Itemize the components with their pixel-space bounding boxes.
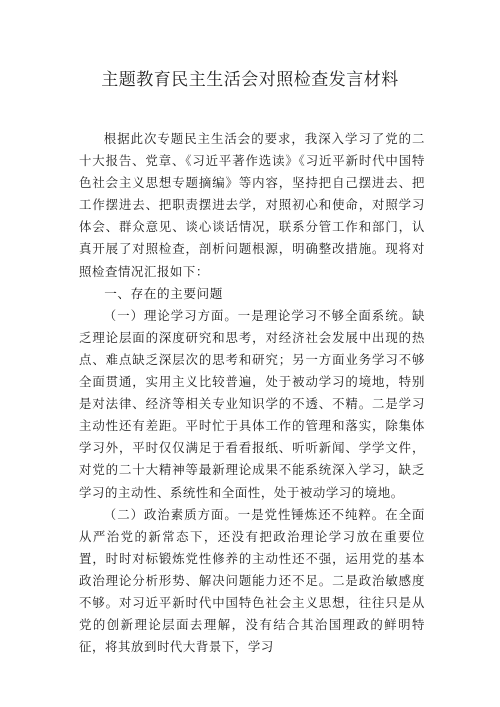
- intro-paragraph: 根据此次专题民主生活会的要求，我深入学习了党的二十大报告、党章、《习近平著作选读》《习近平新时代中国特色社会主义思想专题摘编》等内容，坚持把自己摆进去、把工作摆进去、把职责摆进去学，对照初心和使命，对照学习体会、群众意见、谈心谈话情况，联系分管工作和部门，认真开展了对照检查，剖析问题根源，明确整改措施。现将对照检查情况汇报如下：: [79, 131, 425, 279]
- document-title: 主题教育民主生活会对照检查发言材料: [101, 70, 399, 90]
- section-heading: 一、存在的主要问题: [104, 285, 223, 301]
- theory-study-paragraph: （一）理论学习方面。一是理论学习不够全面系统。缺乏理论层面的深度研究和思考，对经济社会发展中出现的热点、难点缺乏深层次的思考和研究；另一方面业务学习不够全面贯通，实用主义比较普遍，处于被动学习的境地，特别是对法律、经济等相关专业知识学的不透、不精。二是学习主动性还有差距。平时忙于具体工作的管理和落实，除集体学习外，平时仅仅满足于看看报纸、听听新闻、学学文件，对党的二十大精神等最新理论成果不能系统深入学习，缺乏学习的主动性、系统性和全面性，处于被动学习的境地。: [79, 307, 425, 500]
- political-quality-paragraph: （二）政治素质方面。一是党性锤炼还不纯粹。在全面从严治党的新常态下，还没有把政治理论学习放在重要位置，时时对标锻炼党性修养的主动性还不强，运用党的基本政治理论分析形势、解决问题能力还不足。二是政治敏感度不够。对习近平新时代中国特色社会主义思想，往往只是从党的创新理论层面去理解，没有结合其治国理政的鲜明特征，将其放到时代大背景下，学习: [79, 506, 425, 655]
- document-body: [79, 128, 425, 658]
